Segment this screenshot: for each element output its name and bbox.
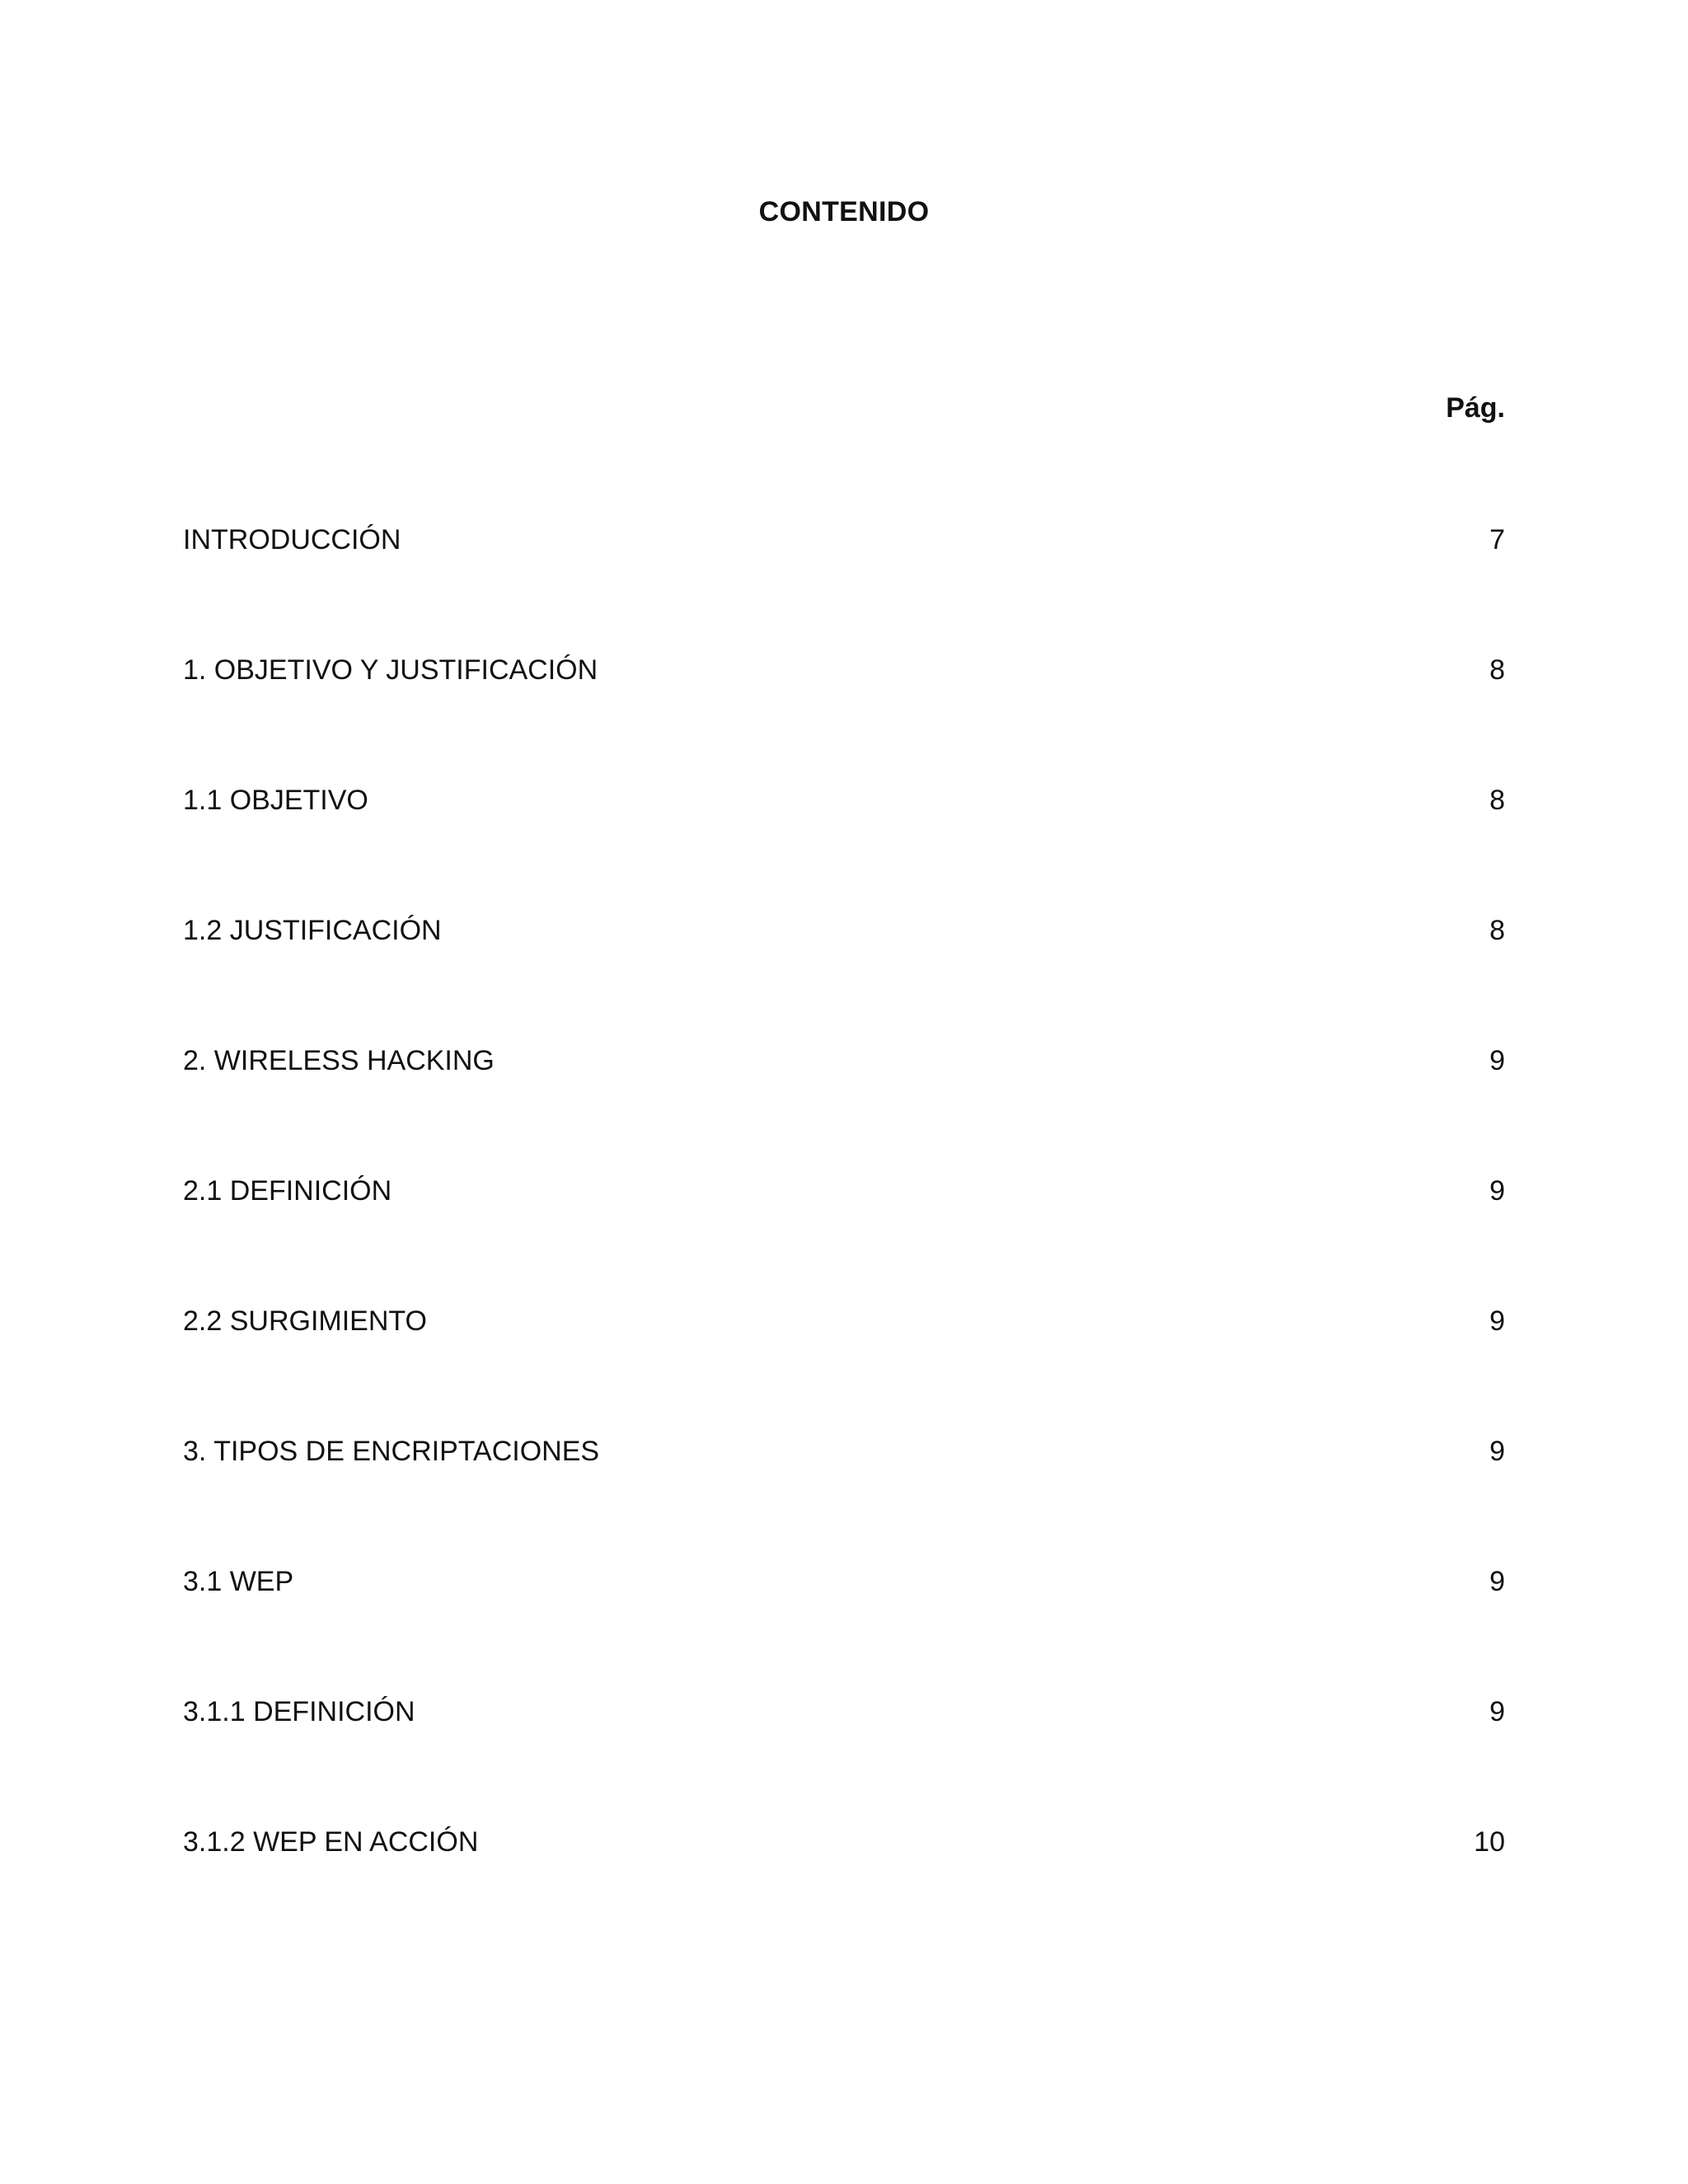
toc-entry-page: 8 — [1489, 654, 1505, 686]
toc-entry-page: 8 — [1489, 785, 1505, 816]
toc-entry-page: 9 — [1489, 1436, 1505, 1467]
toc-entry-label: 3.1.2 WEP EN ACCIÓN — [183, 1826, 479, 1858]
toc-entry — [183, 1296, 1505, 1427]
toc-entry-label: 3.1 WEP — [183, 1566, 294, 1597]
toc-entry-page: 9 — [1489, 1045, 1505, 1076]
toc-entry — [183, 776, 1505, 906]
toc-entry-page: 9 — [1489, 1305, 1505, 1337]
toc-entry-label: 2.1 DEFINICIÓN — [183, 1175, 392, 1207]
toc-entry-page: 9 — [1489, 1566, 1505, 1597]
toc-entry-label: 2.2 SURGIMIENTO — [183, 1305, 427, 1337]
toc-entry-page: 8 — [1489, 915, 1505, 946]
toc-entry-label: 1.1 OBJETIVO — [183, 785, 368, 816]
table-of-contents — [183, 515, 1505, 1947]
toc-entry — [183, 645, 1505, 776]
toc-entry-label: 3. TIPOS DE ENCRIPTACIONES — [183, 1436, 600, 1467]
toc-entry — [183, 1036, 1505, 1166]
toc-entry — [183, 1557, 1505, 1687]
toc-entry — [183, 1687, 1505, 1817]
toc-entry — [183, 515, 1505, 645]
toc-entry-page: 9 — [1489, 1175, 1505, 1207]
toc-entry-page: 7 — [1489, 524, 1505, 555]
toc-entry — [183, 906, 1505, 1036]
toc-entry-page: 10 — [1474, 1826, 1505, 1858]
toc-entry-label: 1.2 JUSTIFICACIÓN — [183, 915, 442, 946]
toc-entry-label: 2. WIRELESS HACKING — [183, 1045, 495, 1076]
page-number-column-header: Pág. — [1446, 392, 1505, 424]
toc-entry-label: 1. OBJETIVO Y JUSTIFICACIÓN — [183, 654, 598, 686]
toc-entry-label: INTRODUCCIÓN — [183, 524, 401, 555]
toc-entry-page: 9 — [1489, 1696, 1505, 1727]
toc-entry — [183, 1166, 1505, 1296]
toc-entry-label: 3.1.1 DEFINICIÓN — [183, 1696, 415, 1727]
toc-entry — [183, 1427, 1505, 1557]
toc-entry — [183, 1817, 1505, 1947]
page-title: CONTENIDO — [758, 196, 930, 227]
